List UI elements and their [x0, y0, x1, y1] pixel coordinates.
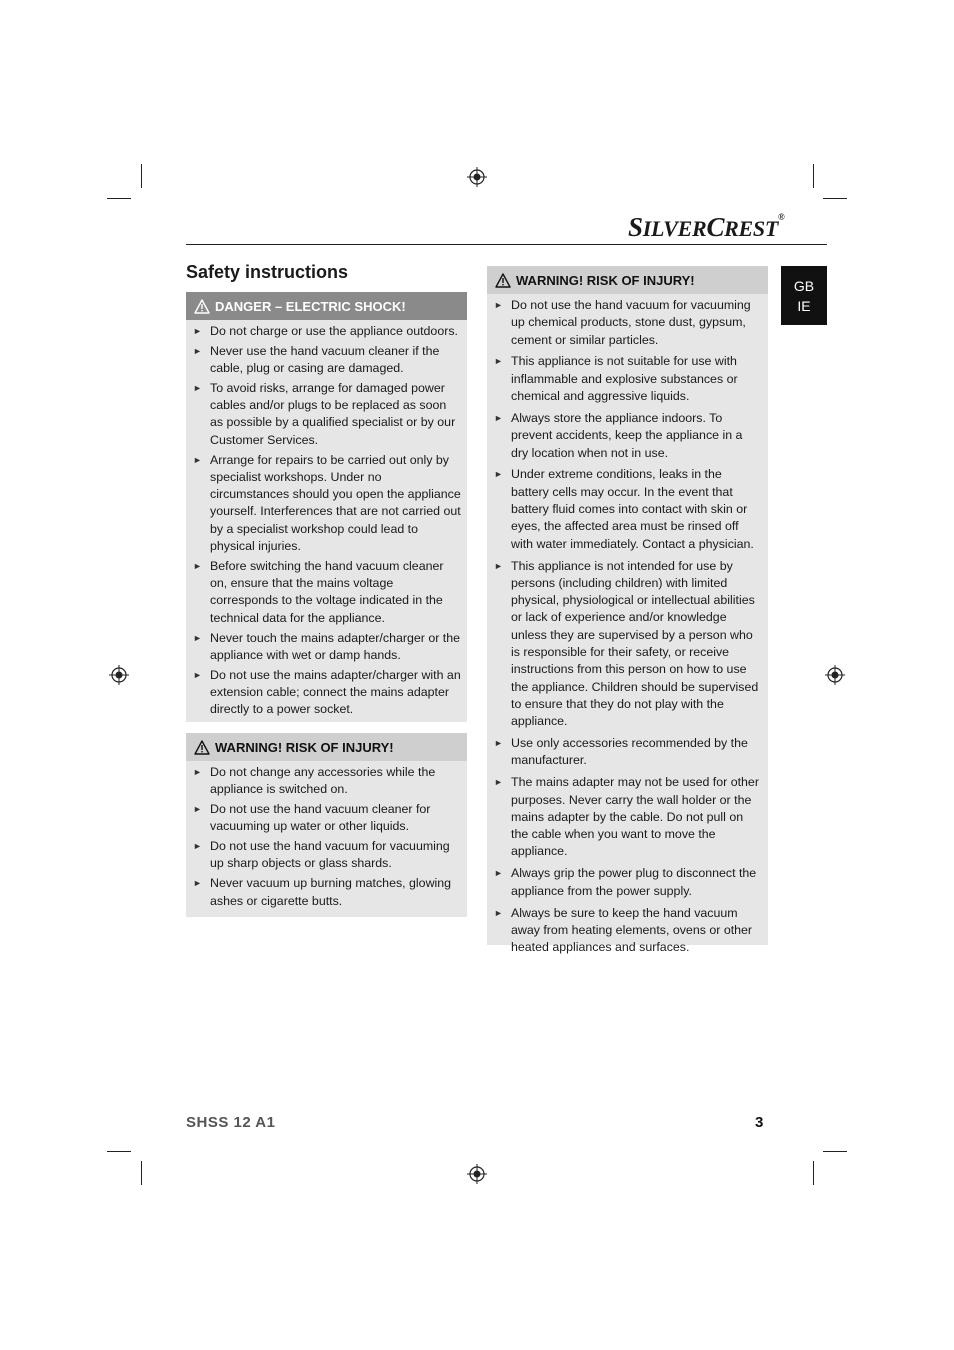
- danger-electric-shock-box: [186, 292, 467, 722]
- page-number: 3: [755, 1114, 764, 1131]
- crop-mark: [813, 164, 814, 188]
- registration-mark-icon: [467, 167, 487, 187]
- list-item: ► Never use the hand vacuum cleaner if the cable, plug or casing are damaged.: [193, 343, 440, 376]
- crop-mark: [823, 198, 847, 199]
- list-item: ► Do not change any accessories while the appliance is switched on.: [193, 765, 436, 797]
- registration-mark-icon: [109, 665, 129, 685]
- model-number: SHSS 12 A1: [186, 1114, 276, 1131]
- list-item: ► Never vacuum up burning matches, glowing ashes or cigarette butts.: [193, 876, 452, 908]
- registration-mark-icon: [467, 1164, 487, 1184]
- list-item: ► Do not charge or use the appliance outdoors.: [193, 324, 458, 338]
- list-item: ► Always be sure to keep the hand vacuum away from heating elements, ovens or other heated appliances and surfaces.: [494, 905, 753, 955]
- page-title: Safety instructions: [186, 262, 349, 282]
- instruction-list: [487, 294, 768, 965]
- list-item: ► Use only accessories recommended by the manufacturer.: [494, 736, 748, 768]
- brand-logo: SILVERCREST®: [628, 212, 785, 242]
- language-tab: [781, 266, 827, 325]
- lang-code: GB: [793, 278, 815, 294]
- box-heading-text: DANGER – ELECTRIC SHOCK!: [215, 298, 406, 314]
- crop-mark: [107, 198, 131, 199]
- crop-mark: [823, 1151, 847, 1152]
- list-item: ► Always grip the power plug to disconnect the appliance from the power supply.: [494, 866, 757, 898]
- list-item: ► Always store the appliance indoors. To prevent accidents, keep the appliance in a dry location when not in use.: [494, 410, 743, 460]
- box-heading-text: WARNING! RISK OF INJURY!: [516, 272, 695, 288]
- crop-mark: [141, 164, 142, 188]
- list-item: ► Arrange for repairs to be carried out only by specialist workshops. Under no circumstances should you open the appliance yourself. Interferences that are not carried out by a specialist workshop could lead to physical injuries.: [193, 452, 461, 554]
- list-item: ► To avoid risks, arrange for damaged power cables and/or plugs to be replaced as soon as possible by a qualified specialist or by our Customer Services.: [193, 380, 456, 447]
- box-heading-text: WARNING! RISK OF INJURY!: [215, 739, 394, 755]
- list-item: ► This appliance is not intended for use by persons (including children) with limited physical, physiological or intellectual abilities or lack of experience and/or knowledge unless they are supervised by a person who is responsible for their safety, or receive instructions from this person on how to use the appliance. Children should be supervised to ensure that they do not play with the appliance.: [494, 558, 759, 729]
- warning-triangle-icon: [495, 273, 511, 288]
- list-item: ► Do not use the mains adapter/charger with an extension cable; connect the mains adapter directly to a power socket.: [193, 667, 461, 717]
- header-rule: [186, 244, 827, 245]
- crop-mark: [813, 1161, 814, 1185]
- registration-mark-icon: [825, 665, 845, 685]
- instruction-list: [186, 761, 467, 916]
- list-item: ► Do not use the hand vacuum cleaner for vacuuming up water or other liquids.: [193, 802, 431, 834]
- box-heading: [186, 292, 467, 320]
- instruction-list: [186, 320, 467, 725]
- list-item: ► Never touch the mains adapter/charger or the appliance with wet or damp hands.: [193, 630, 461, 662]
- crop-mark: [107, 1151, 131, 1152]
- list-item: ► Under extreme conditions, leaks in the battery cells may occur. In the event that battery fluid comes into contact with skin or eyes, the affected area must be rinsed off with water immediately. Contact a physician.: [494, 467, 754, 551]
- warning-triangle-icon: [194, 740, 210, 755]
- list-item: ► Do not use the hand vacuum for vacuuming up chemical products, stone dust, gypsum, cement or similar particles.: [494, 298, 751, 347]
- crop-mark: [141, 1161, 142, 1185]
- warning-injury-box-left: [186, 733, 467, 917]
- box-heading: [186, 733, 467, 761]
- list-item: ► The mains adapter may not be used for other purposes. Never carry the wall holder or the mains adapter by the cable. Do not pull on the cable when you want to move the appliance.: [494, 775, 759, 859]
- box-heading: [487, 266, 768, 294]
- list-item: ► Do not use the hand vacuum for vacuuming up sharp objects or glass shards.: [193, 839, 450, 871]
- list-item: ► This appliance is not suitable for use with inflammable and explosive substances or chemical and aggressive liquids.: [494, 354, 738, 404]
- warning-injury-box-right: [487, 266, 768, 955]
- lang-code: IE: [797, 298, 811, 314]
- warning-triangle-icon: [194, 299, 210, 314]
- list-item: ► Before switching the hand vacuum cleaner on, ensure that the mains voltage corresponds to the voltage indicated in the technical data for the appliance.: [193, 558, 444, 625]
